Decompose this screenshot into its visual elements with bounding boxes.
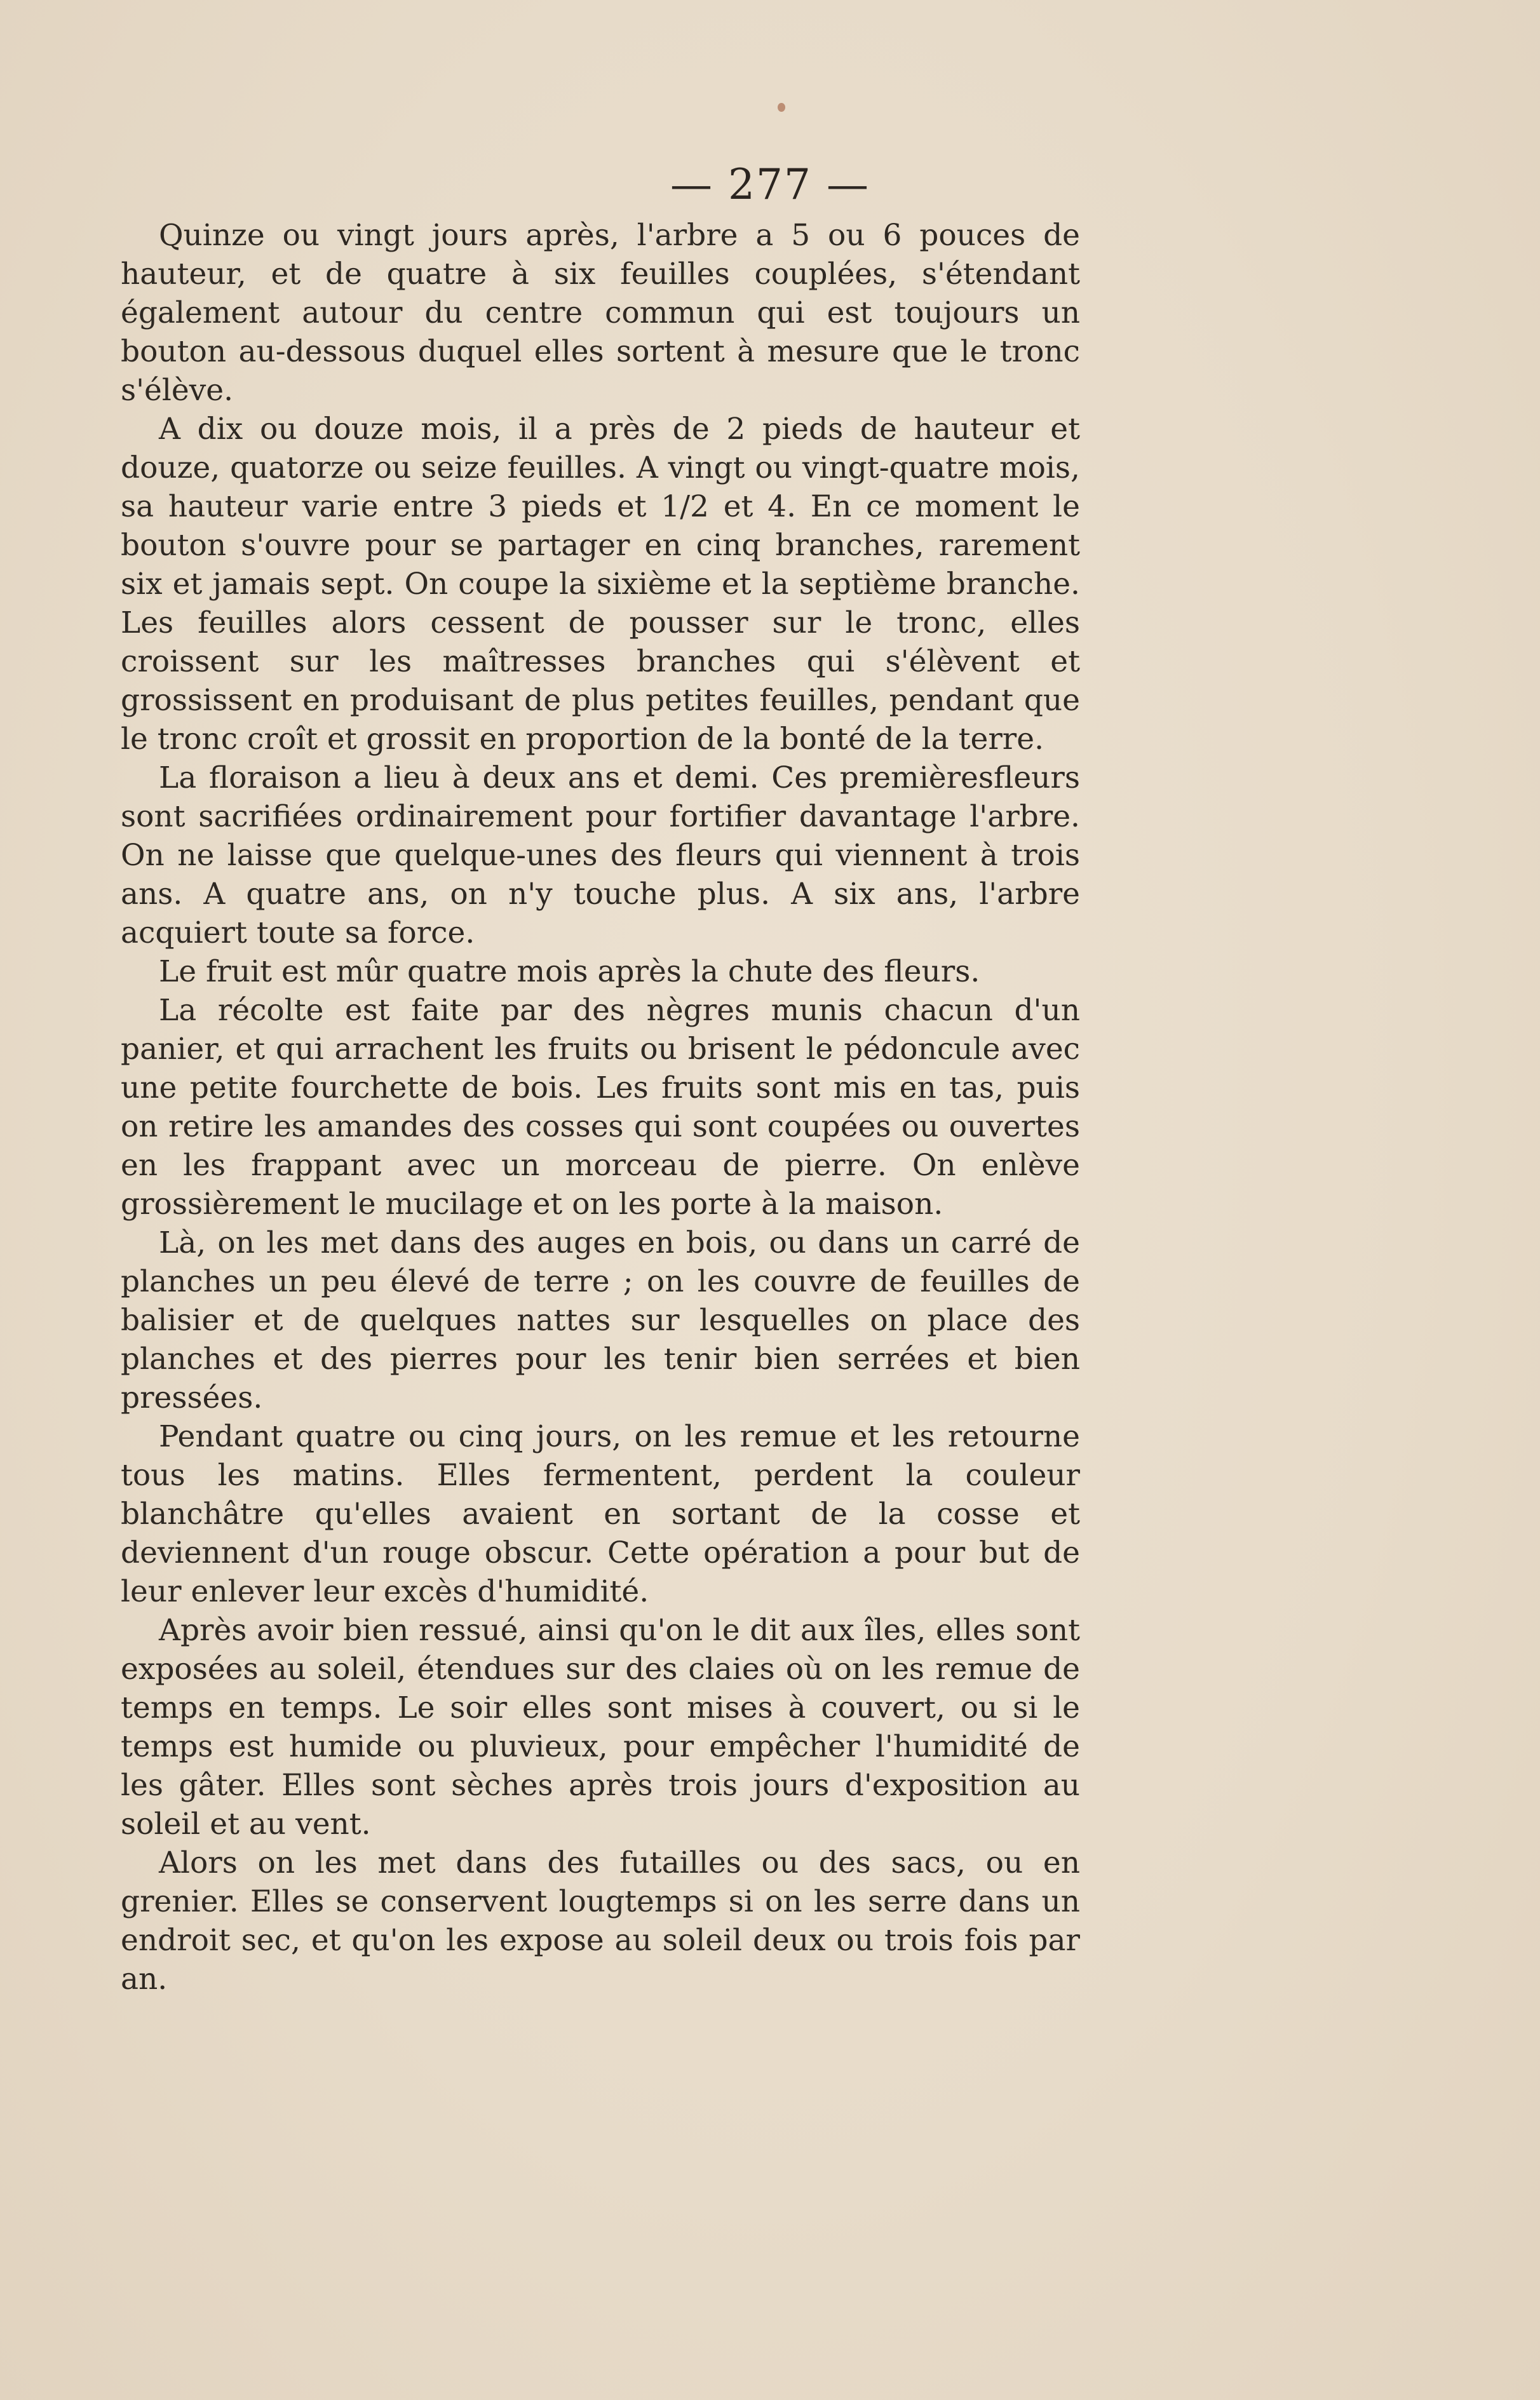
paragraph: Quinze ou vingt jours après, l'arbre a 5 ou 6 pouces de hauteur, et de quatre à six feuilles couplées, s'étendant également autour du centre commun qui est toujours un bouton au-dessous duquel elles sortent à mesure que le tronc s'élève.	[121, 218, 1080, 408]
page-number: — 277 —	[670, 160, 870, 209]
paragraph: La floraison a lieu à deux ans et demi. Ces premièresfleurs sont sacrifiées ordinairement pour fortifier davantage l'arbre. On ne laisse que quelque-unes des fleurs qui viennent à trois ans. A quatre ans, on n'y touche plus. A six ans, l'arbre acquiert toute sa force.	[121, 760, 1080, 950]
paragraph: Après avoir bien ressué, ainsi qu'on le dit aux îles, elles sont exposées au soleil, étendues sur des claies où on les remue de temps en temps. Le soir elles sont mises à couvert, ou si le temps est humide ou pluvieux, pour empêcher l'humidité de les gâter. Elles sont sèches après trois jours d'exposition au soleil et au vent.	[121, 1613, 1080, 1842]
paragraph: A dix ou douze mois, il a près de 2 pieds de hauteur et douze, quatorze ou seize feuilles. A vingt ou vingt-quatre mois, sa hauteur varie entre 3 pieds et 1/2 et 4. En ce moment le bouton s'ouvre pour se partager en cinq branches, rarement six et jamais sept. On coupe la sixième et la septième branche. Les feuilles alors cessent de pousser sur le tronc, elles croissent sur les maîtresses branches qui s'élèvent et grossissent en produisant de plus petites feuilles, pendant que le tronc croît et grossit en proportion de la bonté de la terre.	[121, 412, 1080, 757]
paragraph: La récolte est faite par des nègres munis chacun d'un panier, et qui arrachent les fruits ou brisent le pédoncule avec une petite fourchette de bois. Les fruits sont mis en tas, puis on retire les amandes des cosses qui sont coupées ou ouvertes en les frappant avec un morceau de pierre. On enlève grossièrement le mucilage et on les porte à la maison.	[121, 993, 1080, 1222]
body-text	[121, 216, 1080, 1999]
paragraph: Alors on les met dans des futailles ou des sacs, ou en grenier. Elles se conservent lougtemps si on les serre dans un endroit sec, et qu'on les expose au soleil deux ou trois fois par an.	[121, 1845, 1080, 1997]
paragraph: Le fruit est mûr quatre mois après la chute des fleurs.	[159, 954, 980, 989]
ink-speck	[778, 103, 785, 112]
paragraph: Là, on les met dans des auges en bois, ou dans un carré de planches un peu élevé de terre ; on les couvre de feuilles de balisier et de quelques nattes sur lesquelles on place des planches et des pierres pour les tenir bien serrées et bien pressées.	[121, 1225, 1080, 1415]
paragraph: Pendant quatre ou cinq jours, on les remue et les retourne tous les matins. Elles fermentent, perdent la couleur blanchâtre qu'elles avaient en sortant de la cosse et deviennent d'un rouge obscur. Cette opération a pour but de leur enlever leur excès d'humidité.	[121, 1419, 1080, 1609]
